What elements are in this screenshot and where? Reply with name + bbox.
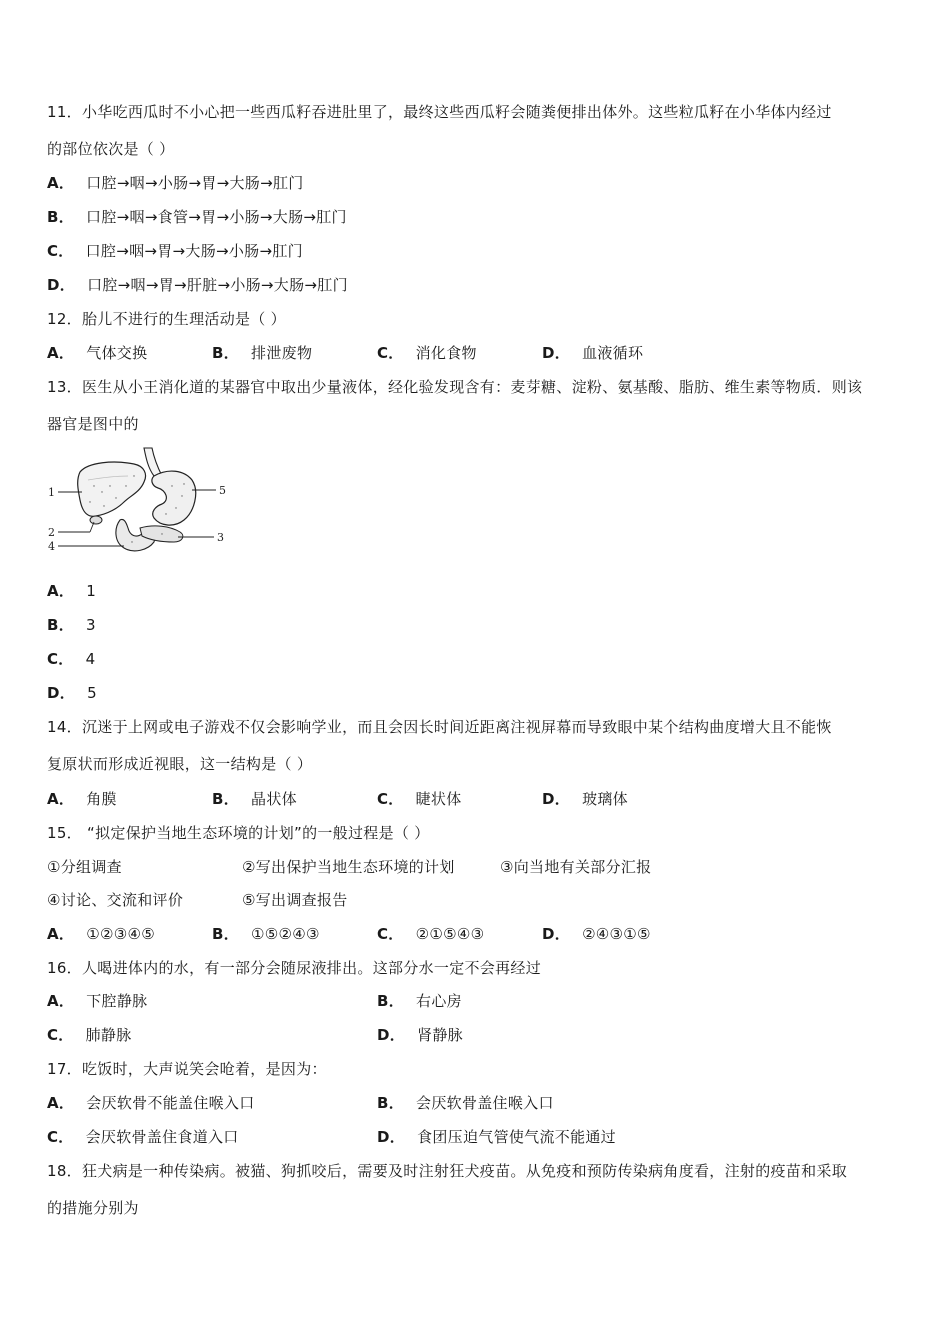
q17-option-d: D． 食团压迫气管使气流不能通过: [377, 1128, 616, 1146]
figure-label-2: 2: [48, 526, 55, 539]
q11-option-a: A． 口腔→咽→小肠→胃→大肠→肛门: [47, 174, 304, 192]
q14-option-b: B． 晶状体: [212, 790, 297, 808]
q15-option-b: B． ①⑤②④③: [212, 925, 320, 943]
q18-stem-line1: 18．狂犬病是一种传染病。被猫、狗抓咬后，需要及时注射狂犬疫苗。从免疫和预防传染病角度看，注射的疫苗和采取: [47, 1162, 847, 1180]
q14-option-a: A． 角膜: [47, 790, 117, 808]
q11-stem-line1: 11．小华吃西瓜时不小心把一些西瓜籽吞进肚里了，最终这些西瓜籽会随粪便排出体外。这些粒瓜籽在小华体内经过: [47, 103, 832, 121]
q16-option-d: D． 肾静脉: [377, 1026, 463, 1044]
q15-option-d: D． ②④③①⑤: [542, 925, 651, 943]
q17-stem: 17．吃饭时，大声说笑会呛着，是因为：: [47, 1060, 327, 1078]
q11-option-b: B． 口腔→咽→食管→胃→小肠→大肠→肛门: [47, 208, 347, 226]
q11-option-c: C． 口腔→咽→胃→大肠→小肠→肛门: [47, 242, 303, 260]
q15-option-c: C． ②①⑤④③: [377, 925, 485, 943]
q11-option-d: D． 口腔→咽→胃→肝脏→小肠→大肠→肛门: [47, 276, 348, 294]
q13-option-b: B． 3: [47, 616, 96, 634]
q12-stem: 12．胎儿不进行的生理活动是（ ）: [47, 310, 286, 328]
q16-stem: 16．人喝进体内的水，有一部分会随尿液排出。这部分水一定不会再经过: [47, 959, 541, 977]
q12-option-a: A． 气体交换: [47, 344, 148, 362]
q15-step-2: ②写出保护当地生态环境的计划: [242, 858, 455, 876]
q12-option-b: B． 排泄废物: [212, 344, 313, 362]
esophagus-shape: [144, 448, 162, 476]
figure-label-4: 4: [48, 540, 55, 553]
q18-stem-line2: 的措施分别为: [47, 1199, 139, 1217]
q14-option-c: C． 睫状体: [377, 790, 462, 808]
q15-option-a: A． ①②③④⑤: [47, 925, 155, 943]
q14-stem-line1: 14．沉迷于上网或电子游戏不仅会影响学业，而且会因长时间近距离注视屏幕而导致眼中某个结构曲度增大且不能恢: [47, 718, 832, 736]
q16-option-a: A． 下腔静脉: [47, 992, 148, 1010]
q15-step-3: ③向当地有关部分汇报: [500, 858, 652, 876]
q15-stem: 15． “拟定保护当地生态环境的计划”的一般过程是（ ）: [47, 824, 430, 842]
q13-stem-line1: 13．医生从小王消化道的某器官中取出少量液体，经化验发现含有：麦芽糖、淀粉、氨基酸、脂肪、维生素等物质．则该: [47, 378, 863, 396]
q17-option-a: A． 会厌软骨不能盖住喉入口: [47, 1094, 255, 1112]
q13-option-a: A． 1: [47, 582, 97, 600]
gallbladder-shape: [90, 516, 102, 524]
figure-label-3: 3: [217, 531, 224, 544]
q14-stem-line2: 复原状而形成近视眼，这一结构是（ ）: [47, 755, 313, 773]
q15-step-5: ⑤写出调查报告: [242, 891, 348, 909]
q14-option-d: D． 玻璃体: [542, 790, 628, 808]
stomach-shape: [152, 471, 196, 525]
q11-stem-line2: 的部位依次是（ ）: [47, 140, 175, 158]
q17-option-b: B． 会厌软骨盖住喉入口: [377, 1094, 554, 1112]
digestive-organs-diagram: [44, 446, 234, 558]
q12-option-c: C． 消化食物: [377, 344, 477, 362]
q12-option-d: D． 血液循环: [542, 344, 644, 362]
q16-option-b: B． 右心房: [377, 992, 462, 1010]
figure-label-5: 5: [219, 484, 226, 497]
q16-option-c: C． 肺静脉: [47, 1026, 132, 1044]
q15-step-4: ④讨论、交流和评价: [47, 891, 184, 909]
q15-step-1: ①分组调查: [47, 858, 122, 876]
liver-shape: [78, 462, 146, 516]
q13-option-d: D． 5: [47, 684, 97, 702]
figure-label-1: 1: [48, 486, 55, 499]
digestive-system-figure: [44, 446, 234, 558]
q13-stem-line2: 器官是图中的: [47, 415, 139, 433]
q13-option-c: C． 4: [47, 650, 96, 668]
q17-option-c: C． 会厌软骨盖住食道入口: [47, 1128, 239, 1146]
